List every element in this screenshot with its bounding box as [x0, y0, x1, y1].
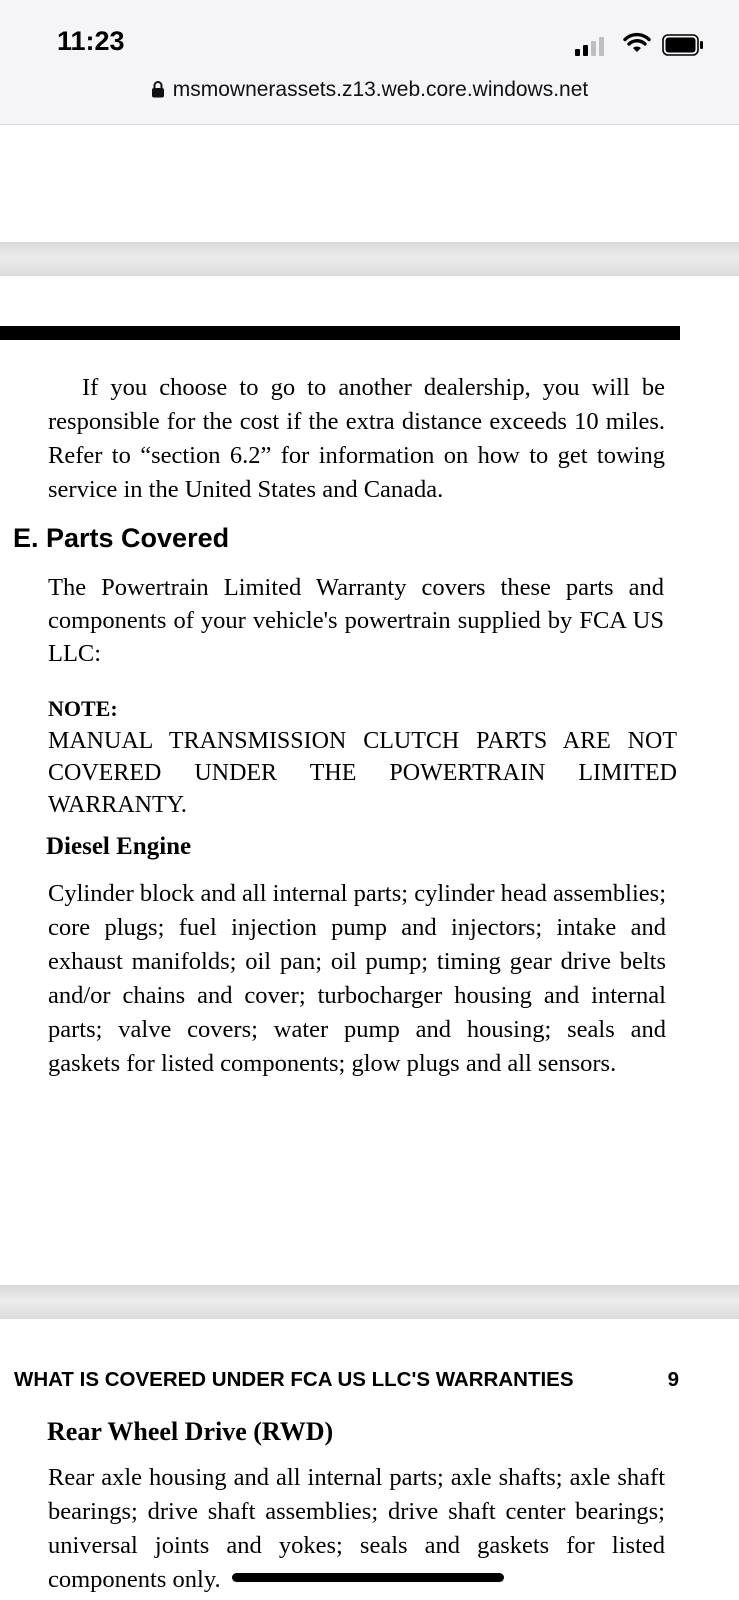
towing-paragraph: If you choose to go to another dealership, you will be responsible for the cost if the extra distance exceeds 10 miles. Refer to “section 6.2” for information on how to get towing service in the United States and Canada. [48, 374, 665, 503]
address-bar[interactable] [0, 78, 739, 102]
lock-icon [151, 80, 165, 98]
status-bar [0, 0, 739, 125]
note-text: MANUAL TRANSMISSION CLUTCH PARTS ARE NOT COVERED UNDER THE POWERTRAIN LIMITED WARRANTY. [48, 728, 677, 818]
rwd-text: Rear axle housing and all internal parts; axle shafts; axle shaft bearings; drive shaft assemblies; drive shaft center bearings; universal joints and yokes; seals and gaskets for listed components only. [48, 1464, 665, 1593]
page-separator [0, 1285, 739, 1319]
section-e-title: E. Parts Covered [13, 523, 230, 553]
home-indicator[interactable] [232, 1573, 504, 1582]
cellular-signal-icon [575, 34, 604, 56]
wifi-icon [623, 32, 651, 54]
diesel-engine-title: Diesel Engine [46, 833, 192, 860]
page-header [14, 1368, 679, 1392]
page-separator [0, 242, 739, 276]
url-text: msmownerassets.z13.web.core.windows.net [172, 78, 589, 101]
status-time: 11:23 [57, 26, 125, 56]
page-top-rule [0, 326, 680, 340]
note-label: NOTE: [48, 696, 118, 721]
battery-icon [662, 34, 704, 56]
diesel-engine-text: Cylinder block and all internal parts; cylinder head assemblies; core plugs; fuel injection pump and injectors; intake and exhaust manifolds; oil pan; oil pump; timing gear drive belts and/or chains and cover; turbocharger housing and internal parts; valve covers; water pump and housing; seals and gaskets for listed components; glow plugs and all sensors. [48, 880, 666, 1077]
page-number: 9 [667, 1368, 679, 1391]
rwd-title: Rear Wheel Drive (RWD) [47, 1417, 334, 1446]
section-e-intro: The Powertrain Limited Warranty covers these parts and components of your vehicle's powertrain supplied by FCA US LLC: [48, 574, 664, 667]
page-header-title: WHAT IS COVERED UNDER FCA US LLC'S WARRANTIES [14, 1368, 574, 1391]
